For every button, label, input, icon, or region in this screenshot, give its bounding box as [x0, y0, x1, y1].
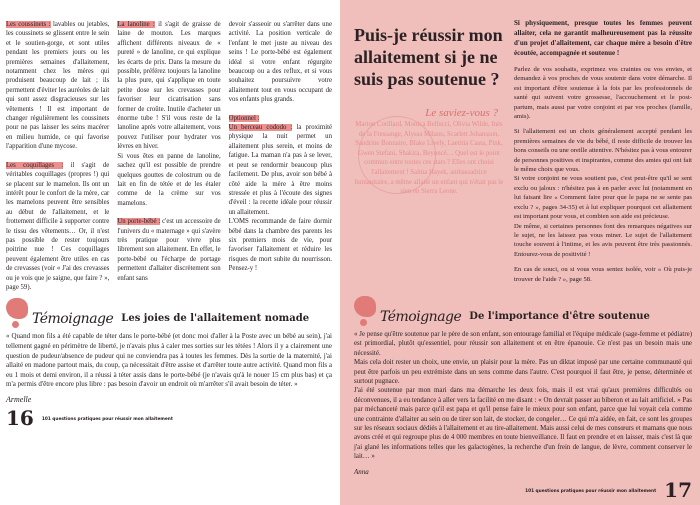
paragraph: « Je pense qu'être soutenue par le père de son enfant, son entourage familial et l'équipe médicale (sage-femme et pédiatre) est primordial, plutôt qu'essentiel, pour réussir son allaitement et en être épanouie. Ce n'est pas un besoin mais une nécessité. [354, 330, 692, 357]
page-number: 17 [664, 477, 692, 502]
testimony-label: Témoignage [32, 311, 114, 328]
did-you-know-text: Marion Cotillard, Monica Bellucci, Olivia Wilde, Inès de la Fressange, Alyssa Milano, Scarlett Johansson, Sandrine Bonnaire, Blake Lively, Laetitia Casta, Pink, Gwen Stefani, Shakira, Beyoncé… Quel est le point commun entre toutes ces stars ? Elles ont choisi l'allaitement ! Salma Hayek, ambassadrice humanitaire, a même allaité un enfant qui n'était pas le sien en Sierra Leone. [354, 121, 504, 196]
footer-book-title: 101 questions pratiques pour réussir mon allaitement [41, 416, 173, 422]
testimony-body [354, 330, 692, 462]
paragraph: Si vous êtes en panne de lanoline, sachez qu'il est possible de prendre quelques gouttes de colostrum ou de lait en fin de tétée et de les étaler comme de la crème sur vos mamelons. [117, 152, 221, 207]
testimony-title: De l'importance d'être soutenue [469, 310, 650, 322]
speech-blob-icon [354, 296, 376, 326]
right-page [340, 0, 700, 505]
did-you-know-title: Le saviez-vous ? [425, 107, 498, 119]
testimony-header [354, 296, 692, 326]
paragraph: En cas de souci, ou si vous vous sentez isolée, voir « Où puis-je trouver de l'aide ? », page 58. [514, 266, 692, 283]
term-highlight: La lanoline : [117, 21, 155, 28]
paragraph: Mais cela doit rester un choix, une envie, un plaisir pour la mère. Pas un diktat imposé par une certaine communauté qui peut être parfois un peu extrémiste dans un sens comme dans l'autre. C'est pourquoi il faut être, je pense, déterminée et surtout pugnace. [354, 359, 692, 385]
right-column [514, 18, 692, 290]
footer [354, 479, 692, 501]
did-you-know-box [354, 106, 504, 197]
paragraph: J'ai été soutenue par mon mari dans ma démarche les deux fois, mais il est vrai qu'aux premières difficultés ou déconvenues, il a eu tendance à aller vers la facilité en me disant : « On devrait passer au biberon et au lait artificiel. » Pas par méchanceté mais parce qu'il est papa et qu'il pense faire le mieux pour son enfant, parce que lui voyait cela comme une contrainte d'allaiter au sein ou de tirer son lait, de stocker, de congeler… Ce qui m'a aidée, en fait, ce sont les groupes sur les réseaux sociaux dédiés à l'allaitement et au tire-allaitement. Mais aussi celui de mes consœurs et mamans que nous avons créé et qui regroupe plus de 4 000 membres en toute bienveillance. Il faut en prendre et en laisser, mais c'est là que j'ai glané les informations telles que les galactogènes, la recherche d'un frein de langue, de lèvre, comment conserver le lait… » [354, 387, 692, 461]
paragraph: De même, si certaines personnes font des remarques négatives sur le sujet, ne les laissez pas vous miner. Le sujet de l'allaitement touche souvent à l'intime, et les avis peuvent être très passionnés. Entourez-vous de positivité ! [514, 222, 692, 258]
paragraph: L'OMS recommande de faire dormir bébé dans la chambre des parents les six premiers mois de vie, pour favoriser l'allaitement et réduire les risques de mort subite du nourrisson. Pensez-y ! [228, 218, 332, 273]
left-page [0, 0, 340, 485]
top-section [354, 18, 692, 290]
paragraph: Si votre conjoint ne vous soutient pas, c'est peut-être qu'il se sent exclu ou jaloux : n'hésitez pas à en parler avec lui (notamment en lui faisant lire « Comment faire pour que le papa ne se sente pas exclu ? », pages 34-35) et à lui expliquer pourquoi cet allaitement est important pour vous, et combien son aide est précieuse. [514, 175, 692, 221]
paragraph: la proximité physique la nuit permet un allaitement plus serein, et moins de fatigue. La maman n'a pas à se lever, et peut se rendormir beaucoup plus facilement. De plus, avoir son bébé à côté aide la mère à être moins stressée et plus à l'écoute des signes d'éveil : la recette idéale pour réussir un allaitement. [228, 124, 332, 216]
column-1 [6, 20, 109, 292]
paragraph: Si l'allaitement est un choix généralement accepté pendant les premières semaines de vie du bébé, il reste difficile de trouver les bons conseils ou une oreille attentive. N'hésitez pas à vous entourer de personnes positives et inspirantes, comme des amies qui ont fait le même choix que vous. [514, 128, 692, 174]
testimony-header [6, 298, 332, 328]
term-highlight: Les coquillages : [6, 161, 64, 169]
paragraph: il s'agit de graisse de laine de mouton. Les marques affichent différents niveaux de « pureté » de lanoline, ce qui explique les écarts de prix. Dans la mesure du possible, préférez toujours la lanoline la plus pure, qui s'applique en toute petite dose sur les crevasses pour favoriser leur cicatrisation sans former de croûte. Inutile d'acheter un énorme tube ! S'il vous reste de la lanoline après votre allaitement, vous pouvez l'utiliser pour hydrater vos lèvres en hiver. [117, 21, 221, 151]
speech-blob-icon [6, 298, 28, 328]
page-title: Puis-je réussir mon allaitement si je ne suis pas soutenue ? [354, 25, 503, 89]
paragraph: il s'agit de véritables coquillages (propres !) qui se placent sur le mamelon. Ils ont un intérêt pour le confort de la mère, car les mamelons peuvent être sensibles au début de l'allaitement, et le frottement difficile à supporter contre le tissu des vêtements… Or, il n'est pas possible de rester toujours poitrine nue ! Ces coquillages peuvent également être utiles en cas de crevasses (voir « J'ai des crevasses ou je vois que je saigne, que faire ? », page 59). [6, 161, 110, 291]
footer-book-title: 101 questions pratiques pour réussir mon allaitement [525, 488, 657, 494]
term-highlight: Les coussinets : [6, 21, 51, 28]
term-highlight: Optionnel : [228, 114, 260, 122]
testimony-title: Les joies de l'allaitement nomade [121, 313, 310, 325]
paragraph: devoir s'asseoir ou s'arrêter dans une activité. La position verticale de l'enfant le met juste au niveau des seins ! Le porte-bébé est également idéal si votre enfant régurgite beaucoup ou a des reflux, et si vous souhaitez poursuivre votre allaitement tout en vous occupant de vos enfants plus grands. [228, 21, 332, 104]
column-3 [229, 20, 332, 274]
footer [6, 407, 332, 429]
testimony-label: Témoignage [380, 308, 462, 325]
column-2 [117, 20, 220, 283]
intro: Si physiquement, presque toutes les femmes peuvent allaiter, cela ne garantit malheureusement pas la réussite d'un projet d'allaitement, car chaque mère a besoin d'être écoutée, accompagnée et soutenue ! [514, 19, 692, 57]
title-column [354, 18, 504, 197]
testimony-author: Armelle [6, 394, 32, 404]
paragraph: Parlez de vos souhaits, exprimez vos craintes ou vos envies, et demandez à vos proches de vous soutenir dans votre démarche. Il est important d'être soutenue à la fois par les professionnels de santé qui suivent votre grossesse, l'accouchement et le post-partum, mais aussi par votre conjoint et par vos proches (famille, amis). [514, 66, 692, 121]
paragraph: lavables ou jetables, les coussinets se glissent entre le sein et le soutien-gorge, et sont utiles pendant les premiers jours ou les premières semaines d'allaitement, notamment chez les mères qui produisent beaucoup de lait ; ils permettent d'éviter les auréoles de lait qui sont assez disgracieuses sur les vêtements ! Il est important de changer régulièrement les coussinets pour ne pas laisser les seins macérer en milieu humide, ce qui favorise l'apparition d'une mycose. [6, 21, 110, 151]
paragraph: c'est un accessoire de l'univers du « maternage » qui s'avère très pratique pour vivre plus librement son allaitement. En effet, le porte-bébé ou l'écharpe de portage permettent d'allaiter discrètement son enfant sans [117, 218, 221, 282]
term-highlight: Un porte-bébé : [117, 218, 161, 226]
term-highlight: Un berceau cododo : [228, 124, 293, 132]
testimony-author: Anna [354, 467, 369, 476]
page-number: 16 [6, 405, 34, 430]
testimony-body: « Quand mon fils a été capable de téter dans le porte-bébé (et donc moi d'aller à la Poste avec un bébé au sein), j'ai tellement gagné en périmètre de liberté, je n'avais plus à caler mes sorties sur les tétées ! Alors il y a clairement une question de pudeur/absence de pudeur qui ne conviendra pas à toutes les femmes. Dès la sortie de la maternité, j'ai allaité en madone partout mais, du coup, ça nécessitait d'être assise et d'arrêter toute autre activité. Quand mon fils a eu 1 mois et demi environ, il a réussi à téter assis dans le porte-bébé (je n'avais qu'à le nouer 15 cm plus bas) et ça m'a permis d'être encore plus libre : pas besoin d'avoir un endroit où m'arrêter s'il avait besoin de téter. » [6, 332, 332, 389]
columns [6, 20, 332, 292]
